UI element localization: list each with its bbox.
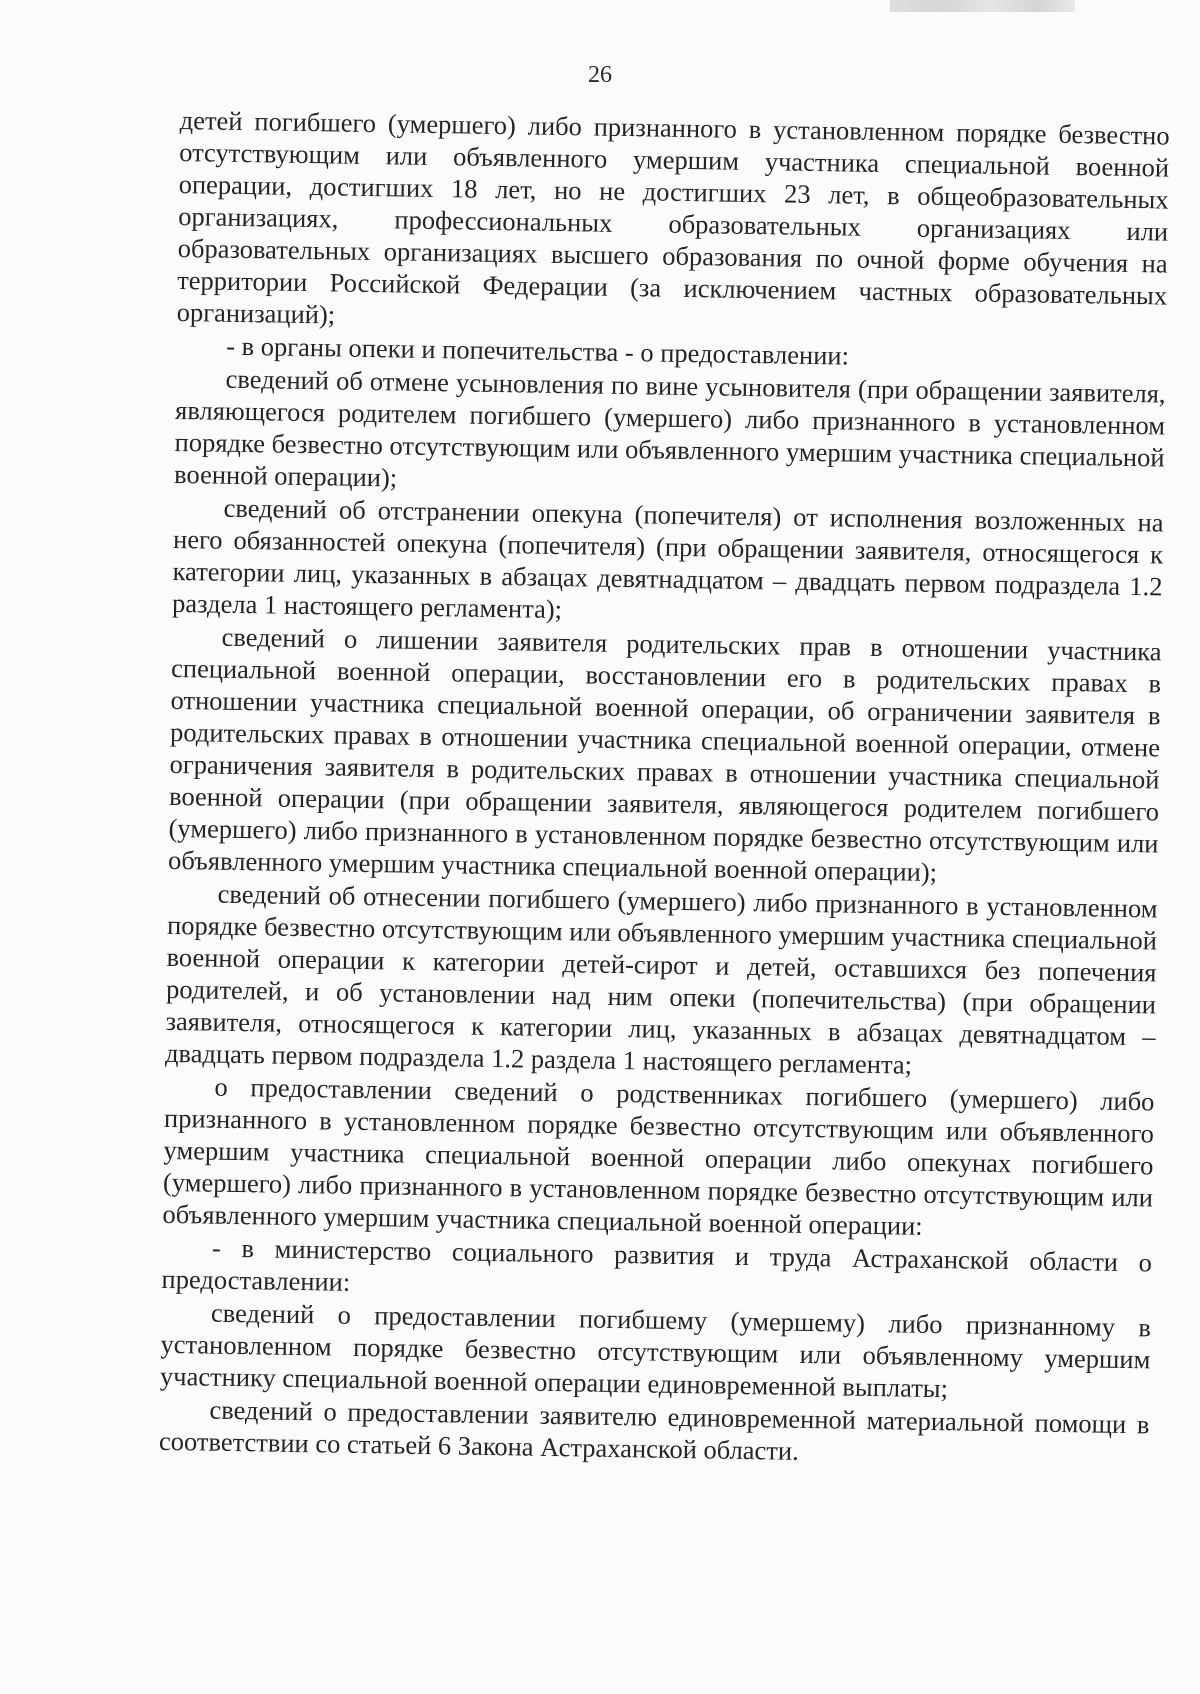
paragraph-6: сведений об отнесении погибшего (умершего) либо признанного в установленном порядке безвестно отсутствующим или объявленного умершим участника специальной военной операции к категории детей-сирот и детей, оставшихся без попечения родителей, и об установлении над ним опеки (попечительства) (при обращении заявителя, относящегося к категории лиц, указанных в абзацах девятнадцатом – двадцать первом подраздела 1.2 раздела 1 настоящего регламента;	[164, 878, 1158, 1080]
paragraph-2: - в органы опеки и попечительства - о предоставлении:	[225, 330, 850, 371]
scan-artifact	[890, 0, 1075, 12]
paragraph-3: сведений об отмене усыновления по вине усыновителя (при обращении заявителя, являющегося родителем погибшего (умершего) либо признанного в установленном порядке безвестно отсутствующим или объявленного умершим участника специальной военной операции);	[173, 363, 1166, 493]
page-number: 26	[588, 62, 612, 88]
paragraph-1: детей погибшего (умершего) либо признанного в установленном порядке безвестно отсутствующим или объявленного умершим участника специальной военной операции, достигших 18 лет, но не достигших 23 лет, в общеобразовательных организациях, профессиональных образовательных организациях или образовательных организациях высшего образования по очной форме обучения на территории Российской Федерации (за исключением частных образовательных организаций);	[176, 104, 1170, 330]
paragraph-8: - в министерство социального развития и труда Астраханской области о предоставлении:	[161, 1232, 1153, 1297]
paragraph-10: сведений о предоставлении заявителю единовременной материальной помощи в соответствии со статьей 6 Закона Астраханской области.	[158, 1394, 1150, 1466]
paragraph-7: о предоставлении сведений о родственниках погибшего (умершего) либо признанного в установленном порядке безвестно отсутствующим или объявленного умершим участника специальной военной операции либо опекунах погибшего (умершего) либо признанного в установленном порядке безвестно отсутствующим или объявленного умершим участника специальной военной операции:	[162, 1071, 1155, 1241]
document-body	[159, 104, 1170, 1473]
paragraph-5: сведений о лишении заявителя родительских прав в отношении участника специальной военной операции, восстановлении его в родительских правах в отношении участника специальной военной операции, об ограничении заявителя в родительских правах в отношении участника специальной военной операции, отмене ограничения заявителя в родительских правах в отношении участника специальной военной операции (при обращении заявителя, являющегося родителем погибшего (умершего) либо признанного в установленном порядке безвестно отсутствующим или объявленного умершим участника специальной военной операции);	[167, 621, 1162, 887]
paragraph-9: сведений о предоставлении погибшему (умершему) либо признанному в установленном порядке безвестно отсутствующим или объявленному умершим участнику специальной военной операции единовременной выплаты;	[159, 1297, 1152, 1404]
paragraph-4: сведений об отстранении опекуна (попечителя) от исполнения возложенных на него обязанностей опекуна (попечителя) (при обращении заявителя, относящегося к категории лиц, указанных в абзацах девятнадцатом – двадцать первом подраздела 1.2 раздела 1 настоящего регламента);	[171, 492, 1164, 625]
